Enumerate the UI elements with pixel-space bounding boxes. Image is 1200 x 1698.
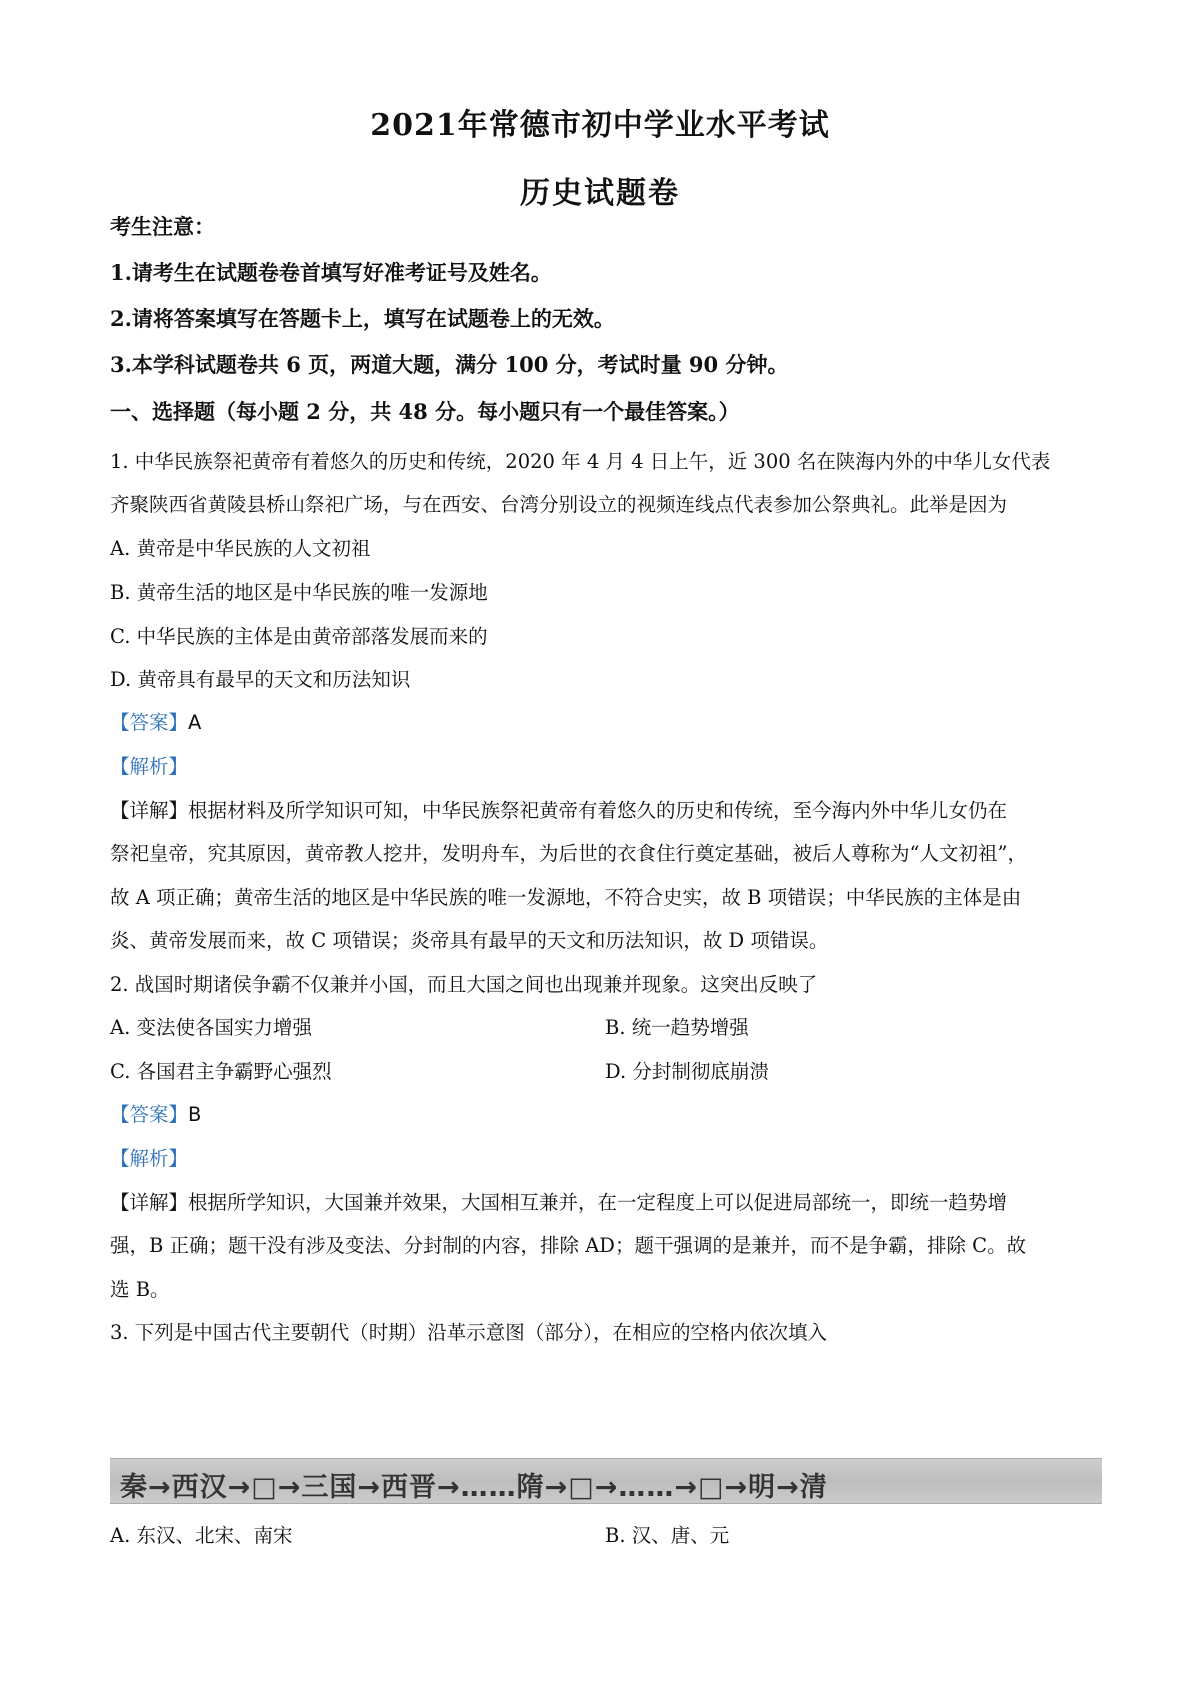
q2-detail-line-1: 【详解】根据所学知识，大国兼并效果，大国相互兼并，在一定程度上可以促进局部统一，即统一趋势增 [110, 1191, 1008, 1214]
q2-stem: 2. 战国时期诸侯争霸不仅兼并小国，而且大国之间也出现兼并现象。这突出反映了 [110, 973, 818, 996]
q3-stem: 3. 下列是中国古代主要朝代（时期）沿革示意图（部分），在相应的空格内依次填入 [110, 1321, 828, 1344]
dynasty-timeline-text: 秦→西汉→□→三国→西晋→……隋→□→……→□→明→清 [120, 1472, 828, 1503]
notice-item-3: 3.本学科试题卷共 6 页，两道大题，满分 100 分，考试时量 90 分钟。 [110, 352, 789, 377]
q1-stem-line-2: 齐聚陕西省黄陵县桥山祭祀广场，与在西安、台湾分别设立的视频连线点代表参加公祭典礼。此举是因为 [110, 493, 1008, 516]
q1-answer [110, 707, 201, 735]
q1-option-c: C. 中华民族的主体是由黄帝部落发展而来的 [110, 625, 488, 648]
notice-item-2: 2.请将答案填写在答题卡上，填写在试题卷上的无效。 [110, 306, 615, 331]
dynasty-timeline-image [110, 1458, 1102, 1504]
q2-analysis-label: 【解析】 [110, 1147, 189, 1170]
q2-detail-line-2: 强，B 正确；题干没有涉及变法、分封制的内容，排除 AD；题干强调的是兼并，而不是争霸，排除 C。故 [110, 1234, 1027, 1257]
q1-detail-line-4: 炎、黄帝发展而来，故 C 项错误；炎帝具有最早的天文和历法知识，故 D 项错误。 [110, 929, 829, 952]
notice-heading: 考生注意： [110, 214, 215, 239]
q2-option-d: D. 分封制彻底崩溃 [605, 1060, 769, 1083]
q1-detail-line-2: 祭祀皇帝，究其原因，黄帝教人挖井，发明舟车，为后世的衣食住行奠定基础，被后人尊称为“人文初祖”， [110, 842, 1027, 865]
q3-option-a: A. 东汉、北宋、南宋 [110, 1524, 293, 1547]
q2-option-b: B. 统一趋势增强 [605, 1016, 749, 1039]
q1-analysis-label: 【解析】 [110, 755, 189, 778]
q2-answer [110, 1099, 201, 1127]
exam-title: 2021年常德市初中学业水平考试 [370, 108, 830, 143]
q2-answer-value: B [188, 1103, 202, 1126]
q1-detail-line-1: 【详解】根据材料及所学知识可知，中华民族祭祀黄帝有着悠久的历史和传统，至今海内外中华儿女仍在 [110, 799, 1008, 822]
q1-option-d: D. 黄帝具有最早的天文和历法知识 [110, 668, 411, 691]
q2-option-a: A. 变法使各国实力增强 [110, 1016, 312, 1039]
q2-answer-label: 【答案】 [110, 1103, 189, 1126]
q1-detail-line-3: 故 A 项正确；黄帝生活的地区是中华民族的唯一发源地，不符合史实，故 B 项错误；中华民族的主体是由 [110, 886, 1022, 909]
q2-option-c: C. 各国君主争霸野心强烈 [110, 1060, 332, 1083]
q3-option-b: B. 汉、唐、元 [605, 1524, 730, 1547]
notice-item-1: 1.请考生在试题卷卷首填写好准考证号及姓名。 [110, 260, 552, 285]
q1-option-b: B. 黄帝生活的地区是中华民族的唯一发源地 [110, 581, 488, 604]
q1-stem-line-1: 1. 中华民族祭祀黄帝有着悠久的历史和传统，2020 年 4 月 4 日上午，近 300 名在陕海内外的中华儿女代表 [110, 450, 1051, 473]
section-heading: 一、选择题（每小题 2 分，共 48 分。每小题只有一个最佳答案。） [110, 399, 740, 424]
q1-answer-value: A [188, 711, 202, 734]
q1-option-a: A. 黄帝是中华民族的人文初祖 [110, 537, 371, 560]
q1-answer-label: 【答案】 [110, 711, 189, 734]
exam-subtitle: 历史试题卷 [520, 176, 680, 211]
q2-detail-line-3: 选 B。 [110, 1278, 170, 1301]
